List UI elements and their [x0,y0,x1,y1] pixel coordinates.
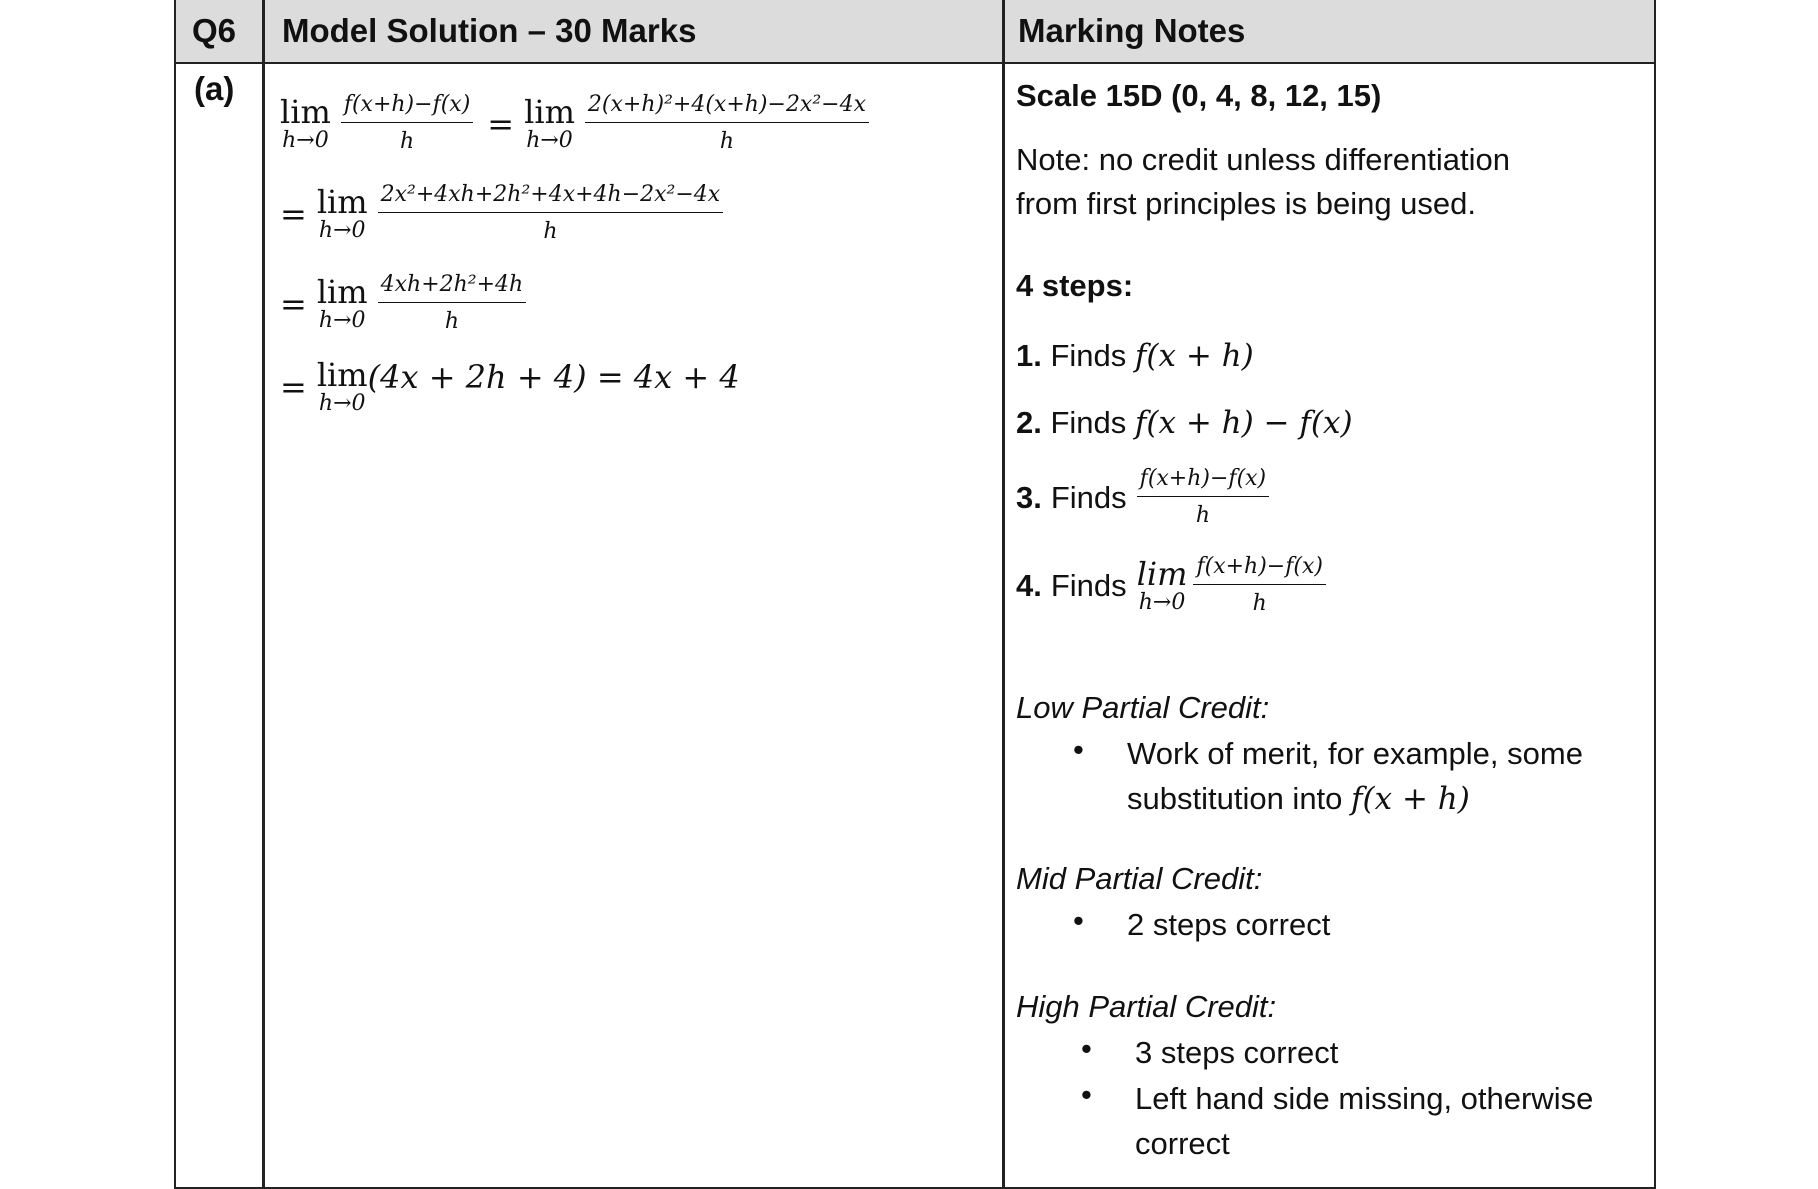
expanded-quotient: $\frac{\text{2(x+h)²+4(x+h)−2x²−4x}}{h}$ [585,92,869,155]
equals-sign: = [280,194,307,233]
mid-partial-credit-title: Mid Partial Credit: [1016,861,1263,896]
solution-line-1 [280,92,873,155]
step-2: 2. Finds f(x + h) − f(x) [1016,405,1353,441]
header-question: Q6 [192,12,237,49]
bullet-icon: • [1073,903,1084,938]
step-3: 3. Finds $\frac{f(x+h)-f(x)}{h}$ [1016,466,1273,529]
final-answer: (4x + 2h + 4) = 4x + 4 [367,358,740,396]
column-divider [1002,0,1005,1187]
scale-label: Scale 15D (0, 4, 8, 12, 15) [1016,78,1382,113]
low-item-line-2: substitution into f(x + h) [1127,781,1470,817]
limit-operator: lim h→0 [524,92,575,153]
solution-line-4 [280,358,740,416]
part-label: (a) [194,70,235,107]
low-partial-credit-title: Low Partial Credit: [1016,690,1270,725]
column-divider [262,0,265,1187]
step-4-limit: lim h→0 [1136,554,1188,615]
solution-line-2 [280,182,727,245]
step-3-fraction: $\frac{f(x+h)-f(x)}{h}$ [1137,466,1269,529]
limit-operator: lim h→0 [316,356,368,416]
high-item-2-line-1: Left hand side missing, otherwise [1135,1081,1594,1116]
mid-item: 2 steps correct [1127,907,1331,942]
limit-operator: lim h→0 [316,182,368,243]
step-4: 4. Finds lim h→0 $\frac{f(x+h)-f(x)}{h}$ [1016,554,1330,617]
equals-sign: = [280,368,307,406]
bullet-icon: • [1073,732,1084,767]
bullet-icon: • [1081,1031,1092,1066]
header-model-solution: Model Solution – 30 Marks [282,12,697,49]
header-marking-notes: Marking Notes [1018,12,1246,49]
high-item-2-line-2: correct [1135,1126,1230,1161]
note-line-2: from first principles is being used. [1016,186,1477,221]
high-partial-credit-title: High Partial Credit: [1016,989,1277,1024]
step-4-fraction: $\frac{f(x+h)-f(x)}{h}$ [1193,554,1325,617]
solution-line-3 [280,272,530,335]
bullet-icon: • [1081,1077,1092,1112]
difference-quotient: $\frac{f(x+h)-f(x)}{h}$ [341,92,473,155]
reduced-quotient: $\frac{\text{4xh+2h²+4h}}{h}$ [378,272,527,335]
limit-operator: lim h→0 [316,272,368,333]
equals-sign: = [280,284,307,323]
equals-sign: = [487,104,515,143]
steps-title: 4 steps: [1016,268,1134,303]
simplified-quotient: $\frac{\text{2x²+4xh+2h²+4x+4h−2x²−4x}}{h}$ [378,182,724,245]
note-line-1: Note: no credit unless differentiation [1016,142,1511,177]
low-item-line-1: Work of merit, for example, some [1127,736,1583,771]
limit-operator: lim h→0 [280,92,331,153]
step-1: 1. Finds f(x + h) [1016,338,1254,374]
high-item-1: 3 steps correct [1135,1035,1339,1070]
